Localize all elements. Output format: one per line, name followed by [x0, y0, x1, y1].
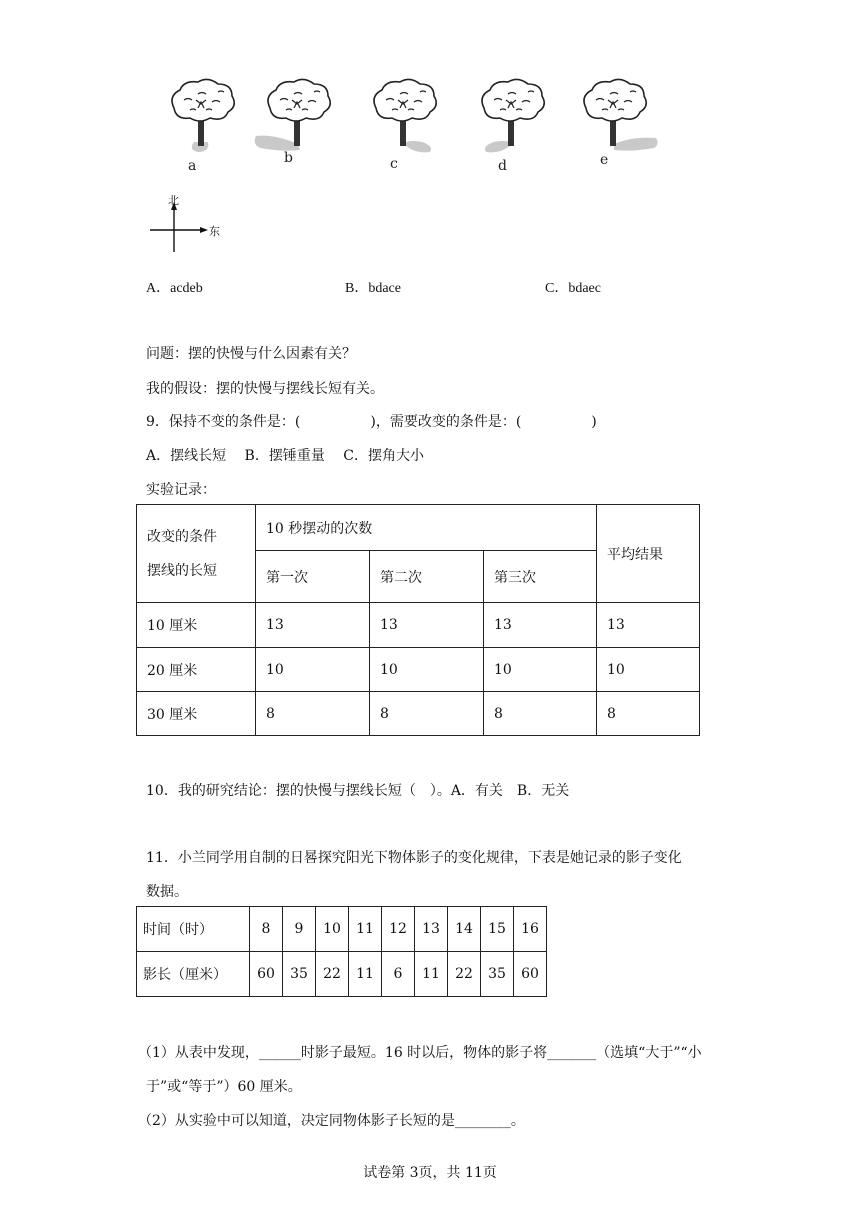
tree-icon — [570, 78, 660, 158]
page-footer: 试卷第 3页，共 11页 — [363, 1165, 497, 1181]
tree-d — [468, 78, 558, 178]
q11-line1: 11．小兰同学用自制的日晷探究阳光下物体影子的变化规律，下表是她记录的影子变化 — [146, 850, 682, 866]
row-value: 10 — [256, 648, 370, 692]
row-value: 10 — [484, 648, 597, 692]
row-length: 10 厘米 — [137, 603, 256, 648]
tree-icon — [360, 78, 450, 158]
problem-text: 问题：摆的快慢与什么因素有关？ — [146, 346, 356, 362]
tree-shadow — [255, 136, 300, 151]
hour-cell: 9 — [283, 907, 316, 952]
table-row — [137, 907, 547, 952]
q11-sub1-line2: 于”或“等于”）60 厘米。 — [146, 1079, 302, 1095]
length-cell: 11 — [349, 952, 382, 997]
row-length: 30 厘米 — [137, 692, 256, 736]
row-value: 8 — [370, 692, 484, 736]
tree-c — [360, 78, 450, 178]
shadow-data-table — [136, 906, 547, 997]
tree-label-e: e — [600, 152, 609, 168]
row-avg: 8 — [597, 692, 700, 736]
tree-shadow — [404, 141, 431, 152]
experiment-record-table — [136, 504, 700, 736]
row-value: 8 — [484, 692, 597, 736]
hour-cell: 8 — [250, 907, 283, 952]
q11-sub1-line1: （1）从表中发现，______时影子最短。16 时以后，物体的影子将_______（选填“大于”“小 — [138, 1045, 702, 1061]
header-left-line2: 摆线的长短 — [147, 562, 217, 579]
length-cell: 22 — [448, 952, 481, 997]
length-cell: 60 — [514, 952, 547, 997]
time-row-label: 时间（时） — [137, 907, 250, 952]
hour-cell: 12 — [382, 907, 415, 952]
q9-question: 9．保持不变的条件是：( )，需要改变的条件是：( ) — [146, 414, 597, 430]
tree-a — [158, 78, 248, 178]
tree-icon — [254, 78, 344, 158]
row-avg: 13 — [597, 603, 700, 648]
record-label: 实验记录： — [146, 482, 216, 498]
tree-icon — [158, 78, 248, 158]
q11-line2: 数据。 — [146, 884, 188, 900]
compass-north-label: 北 — [168, 194, 179, 207]
row-value: 13 — [484, 603, 597, 648]
table-row — [137, 648, 700, 692]
length-cell: 22 — [316, 952, 349, 997]
header-avg-cell: 平均结果 — [597, 505, 700, 603]
row-length: 20 厘米 — [137, 648, 256, 692]
table-row — [137, 603, 700, 648]
header-group-cell: 10 秒摆动的次数 — [256, 505, 597, 551]
header-left-cell — [137, 505, 256, 603]
hour-cell: 11 — [349, 907, 382, 952]
length-row-label: 影长（厘米） — [137, 952, 250, 997]
tree-shadow — [614, 138, 658, 151]
length-cell: 35 — [481, 952, 514, 997]
tree-label-c: c — [390, 156, 398, 172]
tree-b — [254, 78, 344, 178]
length-cell: 35 — [283, 952, 316, 997]
q8-option-a: A．acdeb — [146, 281, 203, 296]
hour-cell: 10 — [316, 907, 349, 952]
tree-label-b: b — [284, 150, 293, 166]
tree-icon — [468, 78, 558, 158]
tree-shadow — [485, 141, 512, 152]
row-value: 8 — [256, 692, 370, 736]
q8-option-b: B．bdace — [345, 281, 401, 296]
tree-label-a: a — [188, 158, 197, 174]
tree-e — [570, 78, 660, 178]
header-trial-3: 第三次 — [484, 551, 597, 603]
header-trial-2: 第二次 — [370, 551, 484, 603]
compass-east-label: 东 — [209, 225, 220, 238]
table-row — [137, 692, 700, 736]
header-left-line1: 改变的条件 — [147, 528, 217, 545]
q11-sub2: （2）从实验中可以知道，决定同物体影子长短的是________。 — [138, 1113, 525, 1129]
hour-cell: 16 — [514, 907, 547, 952]
q9-options: A．摆线长短 B．摆锤重量 C．摆角大小 — [146, 448, 425, 464]
row-value: 13 — [256, 603, 370, 648]
hour-cell: 15 — [481, 907, 514, 952]
length-cell: 60 — [250, 952, 283, 997]
hour-cell: 14 — [448, 907, 481, 952]
length-cell: 6 — [382, 952, 415, 997]
length-cell: 11 — [415, 952, 448, 997]
table-row — [137, 952, 547, 997]
row-value: 13 — [370, 603, 484, 648]
tree-label-d: d — [498, 158, 507, 174]
hypothesis-text: 我的假设：摆的快慢与摆线长短有关。 — [146, 381, 384, 397]
q8-option-c: C．bdaec — [545, 281, 601, 296]
q10-question: 10．我的研究结论：摆的快慢与摆线长短（ ）。A．有关 B．无关 — [146, 783, 570, 799]
header-trial-1: 第一次 — [256, 551, 370, 603]
row-value: 10 — [370, 648, 484, 692]
hour-cell: 13 — [415, 907, 448, 952]
row-avg: 10 — [597, 648, 700, 692]
